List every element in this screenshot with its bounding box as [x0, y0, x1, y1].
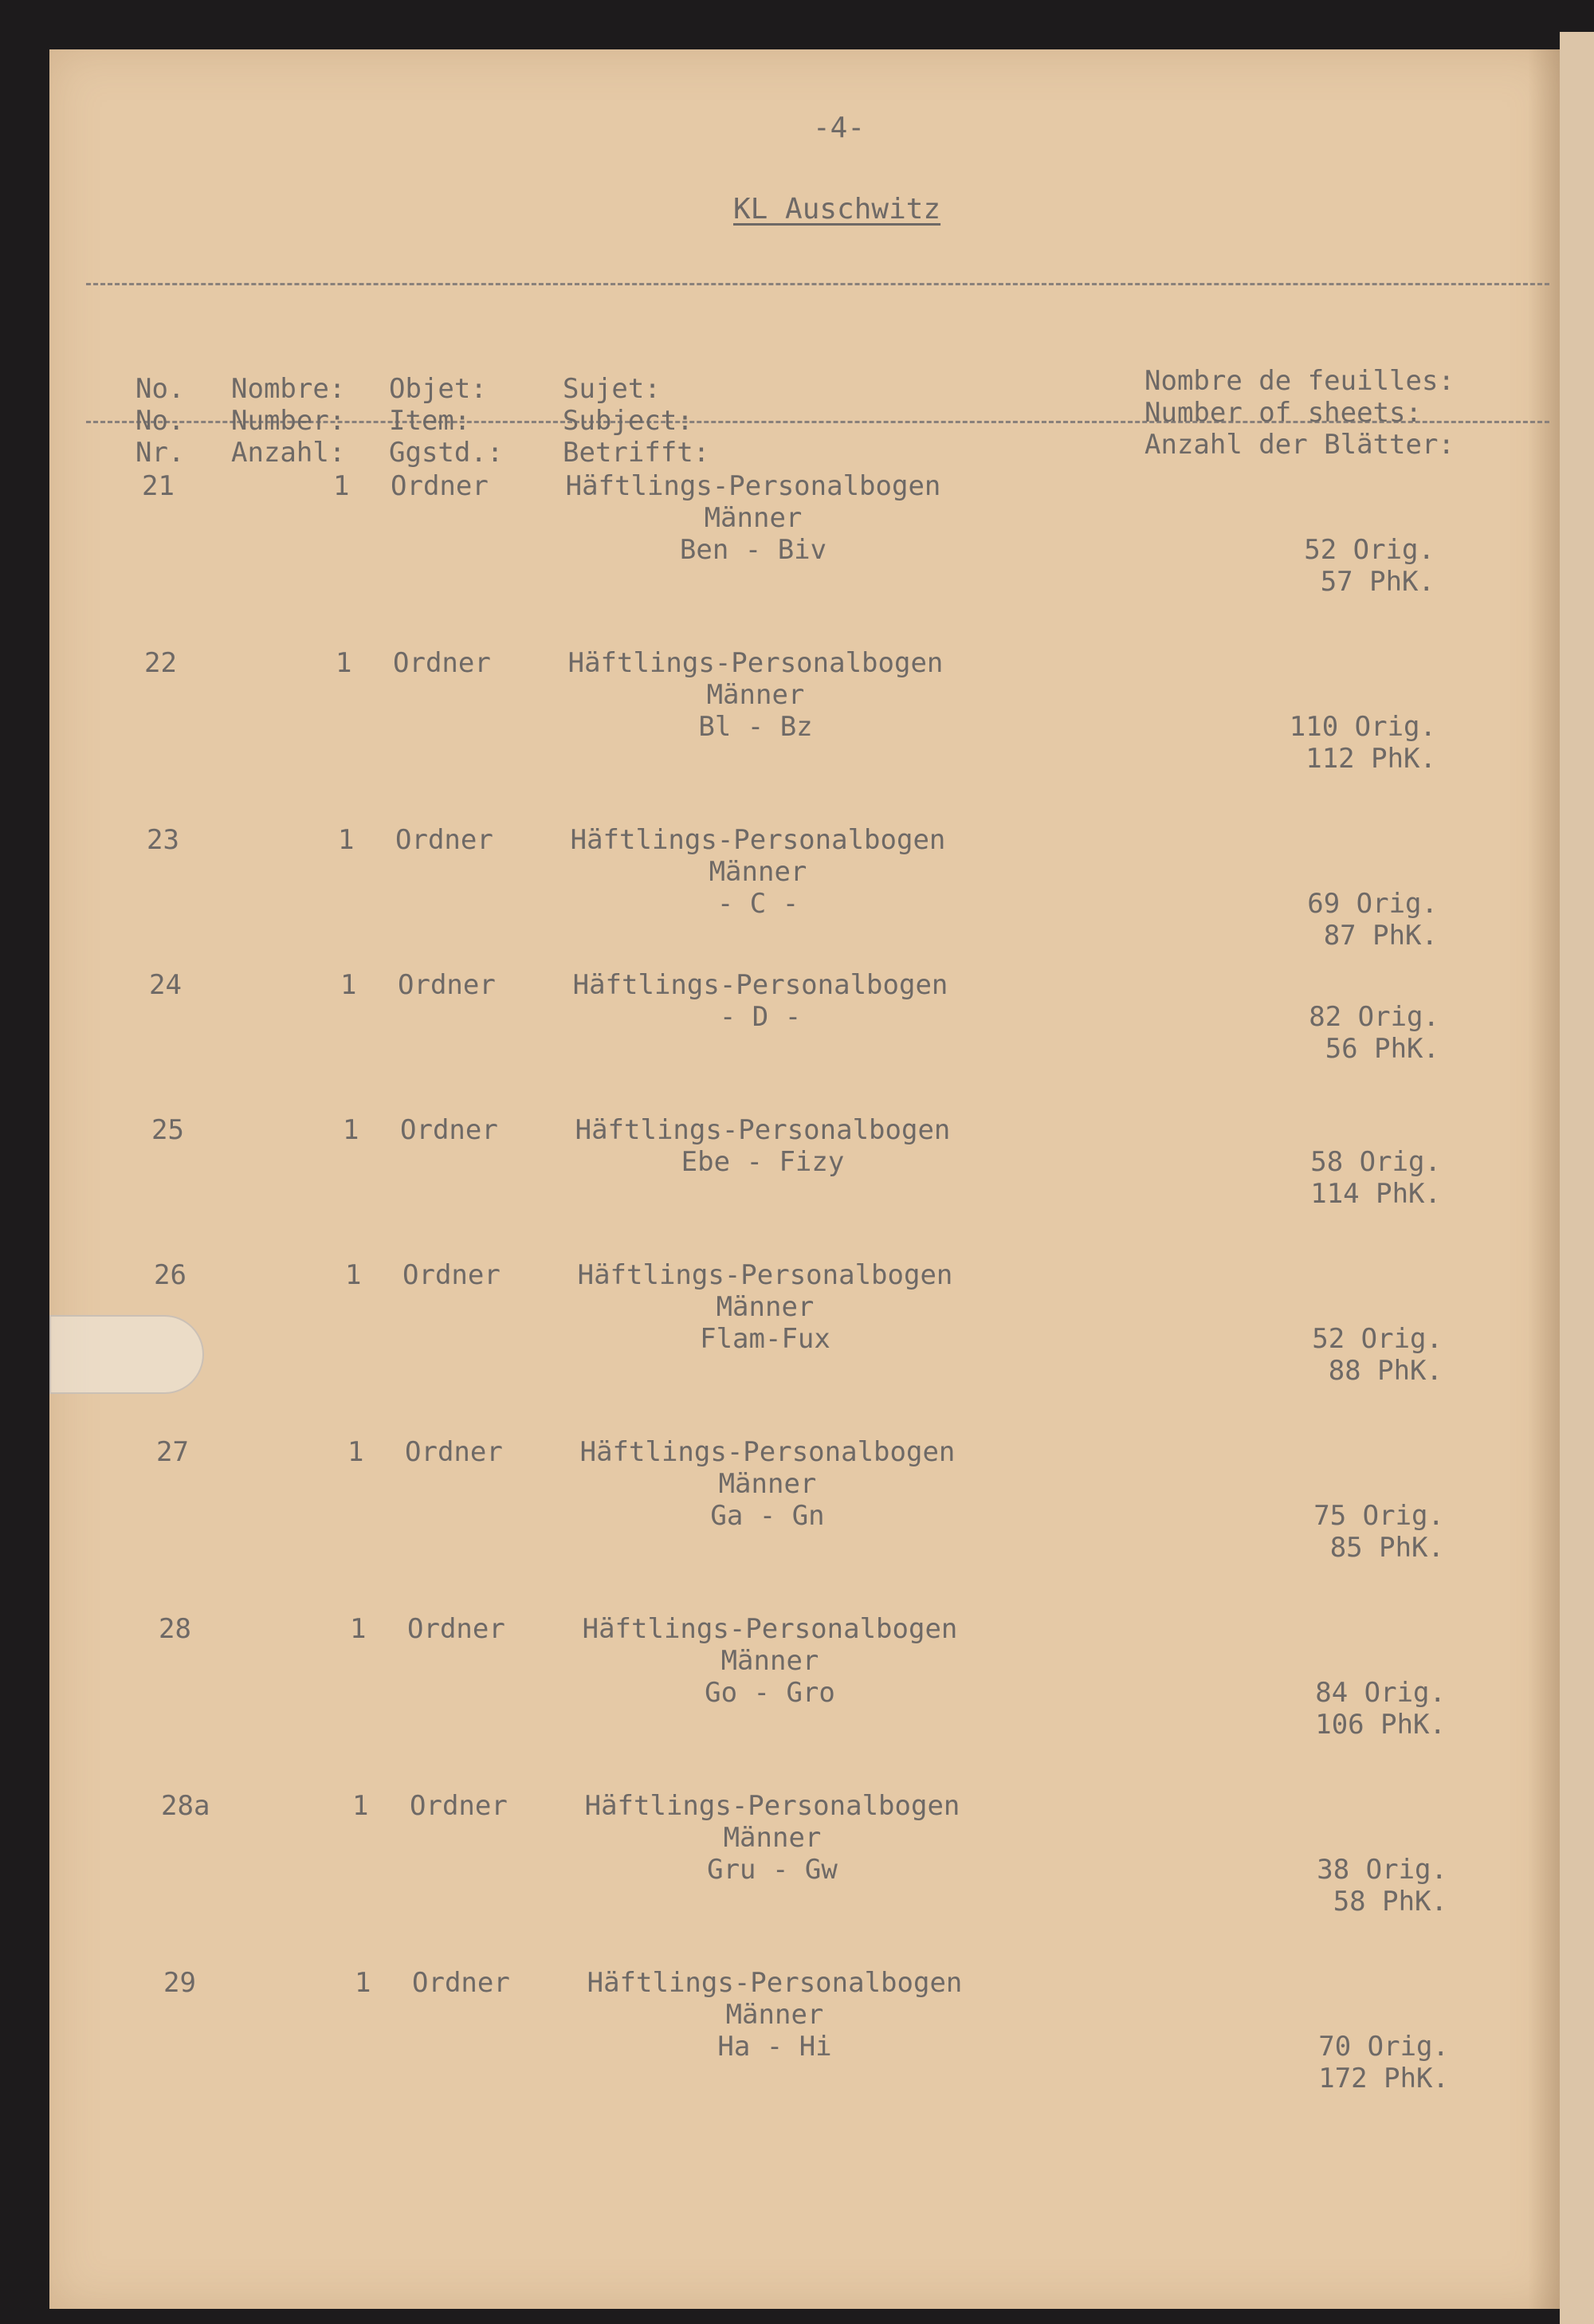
entry-item: Ordner — [391, 470, 489, 502]
header-no: No. No. Nr. — [135, 373, 185, 469]
entry-phk-count: 114 PhK. — [1310, 1178, 1441, 1210]
entry-subject-line: Gru - Gw — [707, 1854, 838, 1886]
header-count: Nombre: Number: Anzahl: — [231, 373, 346, 469]
entry-item: Ordner — [410, 1790, 508, 1822]
entry-count: 1 — [333, 470, 350, 502]
entry-phk-count: 106 PhK. — [1315, 1709, 1446, 1741]
entry-phk-count: 88 PhK. — [1328, 1355, 1443, 1387]
entry-orig-count: 84 Orig. — [1315, 1677, 1446, 1709]
entry-subject-line: - C - — [717, 888, 799, 920]
entry-subject-line: Häftlings-Personalbogen — [582, 1613, 958, 1645]
entry-orig-count: 52 Orig. — [1312, 1323, 1443, 1355]
plastic-tab — [49, 1315, 204, 1394]
entry-subject-line: Häftlings-Personalbogen — [565, 470, 941, 502]
entry-subject-line: Männer — [718, 1468, 817, 1500]
entry-orig-count: 75 Orig. — [1313, 1500, 1444, 1532]
entry-orig-count: 52 Orig. — [1304, 534, 1435, 566]
entry-subject-line: Männer — [709, 856, 807, 888]
entry-subject-line: Männer — [706, 679, 805, 711]
entry-number: 24 — [149, 969, 182, 1001]
entry-phk-count: 57 PhK. — [1320, 566, 1435, 598]
entry-count: 1 — [350, 1613, 367, 1645]
entry-subject-line: Häftlings-Personalbogen — [567, 647, 944, 679]
entry-item: Ordner — [395, 824, 493, 856]
entry-count: 1 — [347, 1436, 364, 1468]
entry-subject-line: Häftlings-Personalbogen — [577, 1259, 953, 1291]
entry-subject-line: Ben - Biv — [679, 534, 827, 566]
entry-subject-line: Häftlings-Personalbogen — [572, 969, 948, 1001]
entry-number: 22 — [144, 647, 177, 679]
entry-item: Ordner — [412, 1967, 510, 1999]
entry-item: Ordner — [405, 1436, 503, 1468]
entry-subject-line: Häftlings-Personalbogen — [575, 1114, 951, 1146]
entry-subject-line: Männer — [725, 1999, 824, 2031]
entry-item: Ordner — [393, 647, 491, 679]
entry-phk-count: 85 PhK. — [1329, 1532, 1444, 1564]
entry-count: 1 — [340, 969, 357, 1001]
entry-orig-count: 70 Orig. — [1318, 2031, 1449, 2063]
entry-count: 1 — [352, 1790, 369, 1822]
entry-orig-count: 58 Orig. — [1310, 1146, 1441, 1178]
entry-number: 28a — [161, 1790, 210, 1822]
entry-number: 27 — [156, 1436, 189, 1468]
entry-number: 25 — [151, 1114, 184, 1146]
entry-subject-line: Ebe - Fizy — [681, 1146, 845, 1178]
next-page-edge — [1560, 32, 1594, 2324]
entry-number: 26 — [154, 1259, 186, 1291]
entry-count: 1 — [345, 1259, 362, 1291]
entry-subject-line: Häftlings-Personalbogen — [584, 1790, 960, 1822]
entry-orig-count: 110 Orig. — [1289, 711, 1436, 743]
entry-subject-line: Ha - Hi — [717, 2031, 832, 2063]
page-number: -4- — [813, 112, 866, 144]
entry-orig-count: 82 Orig. — [1309, 1001, 1439, 1033]
document-title: KL Auschwitz — [733, 193, 941, 226]
entry-phk-count: 172 PhK. — [1318, 2063, 1449, 2094]
entry-item: Ordner — [402, 1259, 501, 1291]
entry-subject-line: Go - Gro — [705, 1677, 835, 1709]
entry-number: 29 — [163, 1967, 196, 1999]
entry-orig-count: 38 Orig. — [1317, 1854, 1447, 1886]
entry-subject-line: Häftlings-Personalbogen — [579, 1436, 956, 1468]
entry-item: Ordner — [400, 1114, 498, 1146]
entry-subject-line: Männer — [723, 1822, 822, 1854]
page-shadow — [1528, 49, 1560, 2309]
entry-phk-count: 112 PhK. — [1305, 743, 1436, 775]
entry-subject-line: Ga - Gn — [710, 1500, 825, 1532]
entry-phk-count: 58 PhK. — [1333, 1886, 1447, 1918]
entry-phk-count: 56 PhK. — [1325, 1033, 1439, 1065]
header-sheets: Nombre de feuilles: Number of sheets: Anzahl der Blätter: — [1144, 365, 1455, 461]
entry-number: 21 — [142, 470, 175, 502]
entry-number: 23 — [147, 824, 179, 856]
entry-subject-line: Bl - Bz — [698, 711, 813, 743]
entry-number: 28 — [159, 1613, 191, 1645]
entry-subject-line: Männer — [704, 502, 803, 534]
entry-subject-line: Männer — [716, 1291, 815, 1323]
entry-item: Ordner — [407, 1613, 505, 1645]
entry-subject-line: Häftlings-Personalbogen — [587, 1967, 963, 1999]
entry-count: 1 — [355, 1967, 371, 1999]
header-item: Objet: Item: Ggstd.: — [389, 373, 504, 469]
entry-subject-line: - D - — [719, 1001, 802, 1033]
entry-count: 1 — [343, 1114, 359, 1146]
header-rule-top — [86, 283, 1549, 285]
entry-count: 1 — [336, 647, 352, 679]
entry-item: Ordner — [398, 969, 496, 1001]
header-subject: Sujet: Subject: Betrifft: — [563, 373, 710, 469]
entry-subject-line: Häftlings-Personalbogen — [570, 824, 946, 856]
entry-count: 1 — [338, 824, 355, 856]
entry-phk-count: 87 PhK. — [1323, 920, 1438, 952]
entry-subject-line: Flam-Fux — [700, 1323, 830, 1355]
entry-subject-line: Männer — [720, 1645, 819, 1677]
entry-orig-count: 69 Orig. — [1307, 888, 1438, 920]
